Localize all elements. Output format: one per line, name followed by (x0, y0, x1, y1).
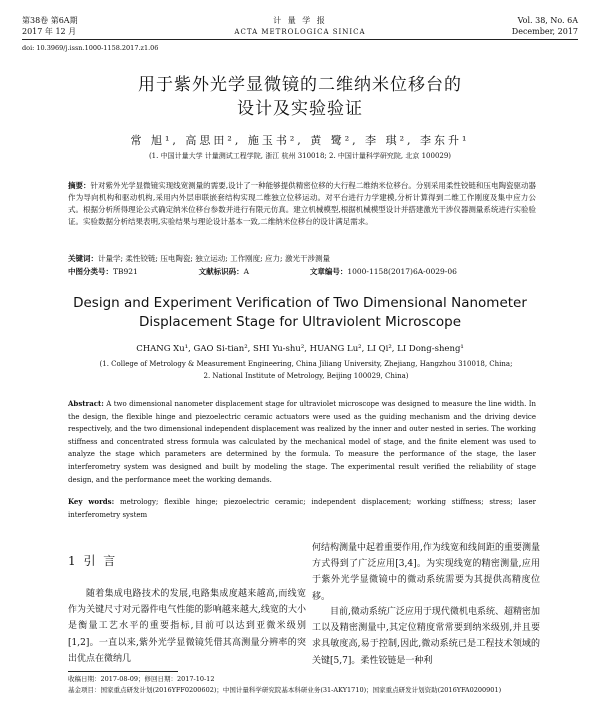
authors-en: CHANG Xu¹, GAO Si-tian², SHI Yu-shu², HUANG Lu², LI Qi², LI Dong-sheng¹ (136, 344, 464, 354)
title-en-line2: Displacement Stage for Ultraviolent Microscope (138, 314, 462, 330)
abstract-en-label: Abstract: (68, 399, 104, 408)
article-label: 文章编号： (309, 267, 348, 276)
affiliation-en-2: 2. National Institute of Metrology, Beijing 100029, China) (203, 372, 409, 380)
keywords-zh (68, 253, 536, 265)
header-date-en: December, 2017 (511, 27, 578, 36)
header-journal-en: ACTA METROLOGICA SINICA (234, 28, 366, 36)
doccode-value: A (243, 267, 250, 276)
doccode-label: 文献标识码： (198, 267, 244, 276)
keywords-en-label: Key words: (68, 497, 115, 506)
authors-zh: 常 旭¹, 高思田², 施玉书², 黄 鹭², 李 琪², 李东升¹ (130, 134, 470, 147)
header-volume: 第38卷 第6A期 (22, 16, 78, 25)
article-value: 1000-1158(2017)6A-0029-06 (347, 267, 457, 276)
abstract-en (68, 398, 536, 486)
header-date: 2017 年 12 月 (22, 27, 77, 36)
body-left-column: 随着集成电路技术的发展,电路集成度越来越高,而线宽作为关键尺寸对元器件电气性能的影响越来越大,线宽的大小是衡量工艺水平的重要指标,目前可以达到亚微米级别[1,2]。一直以来,紫外光学显微镜凭借其高测量分辨率的突出优点在微纳几 (68, 589, 306, 664)
doi: doi: 10.3969/j.issn.1000-1158.2017.z1.06 (22, 44, 159, 52)
header-journal-zh: 计 量 学 报 (273, 16, 327, 25)
affiliations-zh: (1. 中国计量大学 计量测试工程学院, 浙江 杭州 310018; 2. 中国计量科学研究院, 北京 100029) (148, 152, 452, 160)
footnote-received: 收稿日期：2017-08-09；修回日期：2017-10-12 (68, 675, 215, 683)
title-zh-line1: 用于紫外光学显微镜的二维纳米位移台的 (138, 75, 462, 95)
body-right-column-p2: 目前,微动系统广泛应用于现代微机电系统、超精密加工以及精密测量中,其定位精度常常要到纳米级别,并且要求具敏度高,易于控制,因此,微动系统已是工程技术领域的关键[5,7]。柔性铰链是一种利 (312, 607, 540, 666)
abstract-en-text: A two dimensional nanometer displacement stage for ultraviolet microscope was designed to measure the line width. In the design, the flexible hinge and piezoelectric ceramic actuators were used as the guiding mechanism and the driving device respectively, and the two dimensional independent displacement was realized by the inner and outer nested in series. The working stiffness and concentrated stress formula was calculated by the mechanical model of stage, and the finite element was used to analyze the stage which parameters are determined by the formula. To measure the performance of the stage, the laser interferometry system was designed and built by modeling the stage. The experimental result verified the reliability of stage design, and the performance meet the working demands. (68, 400, 536, 484)
abstract-zh-label: 摘要： (68, 181, 91, 190)
keywords-zh-label: 关键词： (68, 254, 98, 263)
footnote-rule (68, 671, 178, 672)
classification-line (68, 266, 548, 278)
clc-value: TB921 (113, 267, 138, 276)
abstract-zh-text: 针对紫外光学显微镜实现线宽测量的需要,设计了一种能够提供精密位移的大行程二维纳米位移台。分别采用柔性铰链和压电陶瓷驱动器作为导向机构和驱动机构,采用内外层串联嵌套结构实现二维独立位移运动。对平台进行力学建模,分析计算得到二维工作刚度及集中应力公式。根据分析所得理论公式确定纳米位移台参数并进行有限元仿真。建立机械模型,根据机械模型设计并搭建激光干涉仪器测量系统进行实验验证。实验数据分析结果表明,实验结果与理论设计基本一致,二维纳米位移台的设计满足需求。 (68, 181, 536, 226)
title-zh-line2: 设计及实验验证 (237, 99, 363, 119)
section-heading-intro: 1 引 言 (68, 554, 118, 568)
header-volume-en: Vol. 38, No. 6A (517, 16, 578, 25)
header-rule (22, 39, 578, 40)
keywords-en-text: metrology; flexible hinge; piezoelectric ceramic; independent displacement; working stiffness; stress; laser interferometry system (68, 498, 536, 519)
keywords-zh-text: 计量学; 柔性铰链; 压电陶瓷; 独立运动; 工作刚度; 应力; 激光干涉测量 (98, 254, 330, 263)
keywords-en (68, 496, 536, 521)
title-en-line1: Design and Experiment Verification of Two Dimensional Nanometer (73, 295, 527, 311)
footnote-fund: 基金项目：国家重点研发计划(2016YFF0200602)；中国计量科学研究院基本科研业务(31-AKY1710)；国家重点研发计划资助(2016YFA0200901) (68, 686, 502, 694)
clc-label: 中图分类号： (68, 267, 113, 276)
abstract-zh (68, 180, 536, 228)
body-right-column-p1: 何结构测量中起着重要作用,作为线宽和线间距的重要测量方式得到了广泛应用[3,4]。为实现线宽的精密测量,应用于紫外光学显微镜中的微动系统需要为其提供高精度位移。 (312, 543, 540, 602)
affiliation-en-1: (1. College of Metrology & Measurement Engineering, China Jiliang University, Zhejiang, Hangzhou 310018, China; (99, 360, 513, 368)
